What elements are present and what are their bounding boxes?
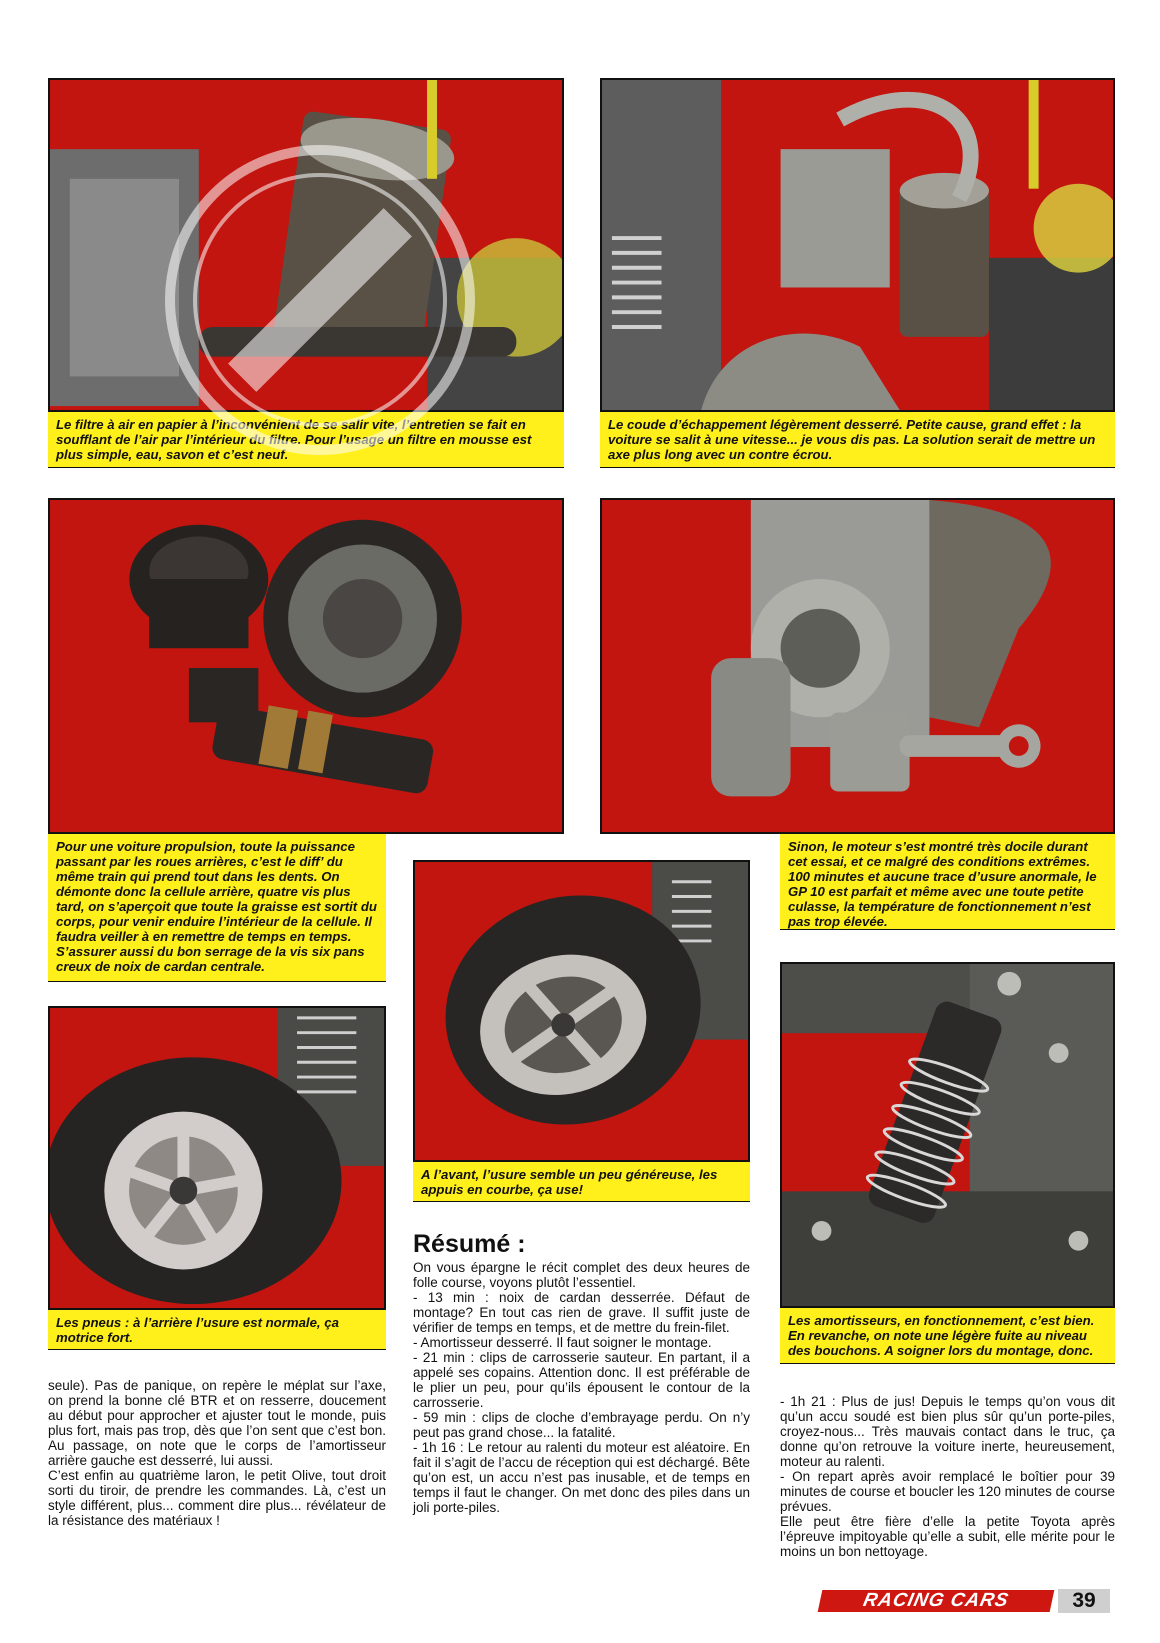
paragraph: - 1h 16 : Le retour au ralenti du moteur est aléatoire. En fait il s’agit de l’accu de réception qui est déchargé. Bête qu’on est, un accu n’est pas inusable, et de temps en temps il faut le changer. On met donc des piles dans un joli porte-piles. <box>413 1440 750 1515</box>
caption-rear-tyres: Les pneus : à l’arrière l’usure est normale, ça motrice fort. <box>48 1310 386 1350</box>
photo-differential <box>48 498 564 834</box>
article-right-column <box>780 1394 1115 1559</box>
photo-engine <box>600 498 1115 834</box>
photo-shocks <box>780 962 1115 1308</box>
paragraph: On vous épargne le récit complet des deux heures de folle course, voyons plutôt l’essentiel. <box>413 1260 750 1290</box>
paragraph: - 13 min : noix de cardan desserrée. Défaut de montage? En tout cas rien de grave. Il suffit juste de vérifier de temps en temps, et de mettre du frein-filet. <box>413 1290 750 1335</box>
paragraph: - 21 min : clips de carrosserie sauteur. En partant, il a appelé ses copains. Attention donc. Il est préférable de le plier un peu, pour qu’ils épousent le contour de la carrosserie. <box>413 1350 750 1410</box>
caption-air-filter: Le filtre à air en papier à l’inconvénient de se salir vite, l’entretien se fait en soufflant de l’air par l’intérieur du filtre. Pour l’usage un filtre en mousse est plus simple, eau, savon et c’est neuf. <box>48 412 564 468</box>
paragraph: Elle peut être fière d’elle la petite Toyota après l’épreuve impitoyable qu’elle a subit, elle mérite pour le moins un bon nettoyage. <box>780 1514 1115 1559</box>
caption-shocks: Les amortisseurs, en fonctionnement, c’est bien. En revanche, on note une légère fuite au niveau des bouchons. A soigner lors du montage, donc. <box>780 1308 1115 1364</box>
page-number: 39 <box>1058 1589 1110 1613</box>
photo-front-wheel <box>413 860 750 1162</box>
caption-exhaust: Le coude d’échappement légèrement desserré. Petite cause, grand effet : la voiture se salit à une vitesse... je vous dis pas. La solution serait de mettre un axe plus long avec un contre écrou. <box>600 412 1115 468</box>
article-left-column <box>48 1378 386 1528</box>
caption-engine: Sinon, le moteur s’est montré très docile durant cet essai, et ce malgré des conditions extrêmes. 100 minutes et aucune trace d’usure anormale, le GP 10 est parfait et même avec une toute petite culasse, la température de fonctionnement n’est pas trop élevée. <box>780 834 1115 930</box>
photo-exhaust <box>600 78 1115 412</box>
paragraph: - On repart après avoir remplacé le boîtier pour 39 minutes de course et boucler les 120 minutes de course prévues. <box>780 1469 1115 1514</box>
resume-heading: Résumé : <box>413 1230 526 1258</box>
paragraph: - 1h 21 : Plus de jus! Depuis le temps qu’on vous dit qu’un accu soudé est bien plus sûr qu’un porte-piles, croyez-nous... Très mauvais contact dans le truc, ça donne qu’on retrouve la voiture inerte, heureusement, moteur au ralenti. <box>780 1394 1115 1469</box>
paragraph: C’est enfin au quatrième laron, le petit Olive, tout droit sorti du tiroir, de prendre les commandes. Là, c’est un style différent, plus... comment dire plus... révélateur de la résistance des matériaux ! <box>48 1468 386 1528</box>
paragraph: - Amortisseur desserré. Il faut soigner le montage. <box>413 1335 712 1350</box>
caption-differential: Pour une voiture propulsion, toute la puissance passant par les roues arrières, c’est le diff’ du même train qui prend tout dans les dents. On démonte donc la cellule arrière, quatre vis plus tard, on s’aperçoit que toute la graisse est sortit du corps, pour venir enduire l’intérieur de la cellule. Il faudra veiller à en remettre de temps en temps. S’assurer aussi du bon serrage de la vis six pans creux de noix de cardan centrale. <box>48 834 386 982</box>
paragraph: - 59 min : clips de cloche d’embrayage perdu. On n’y peut pas grand chose... la fatalité. <box>413 1410 750 1440</box>
photo-air-filter <box>48 78 564 412</box>
magazine-logo: RACING CARS <box>818 1590 1055 1612</box>
photo-rear-tyres <box>48 1006 386 1310</box>
article-middle-column <box>413 1260 750 1515</box>
paragraph: seule). Pas de panique, on repère le méplat sur l’axe, on prend la bonne clé BTR et on resserre, doucement au début pour approcher et ajuster tout le monde, puis plus fort, mais pas trop, dès que l’on sent que c’est bon. Au passage, on note que le corps de l’amortisseur arrière gauche est desserré, lui aussi. <box>48 1378 386 1468</box>
caption-front-wheel: A l’avant, l’usure semble un peu généreuse, les appuis en courbe, ça use! <box>413 1162 750 1202</box>
